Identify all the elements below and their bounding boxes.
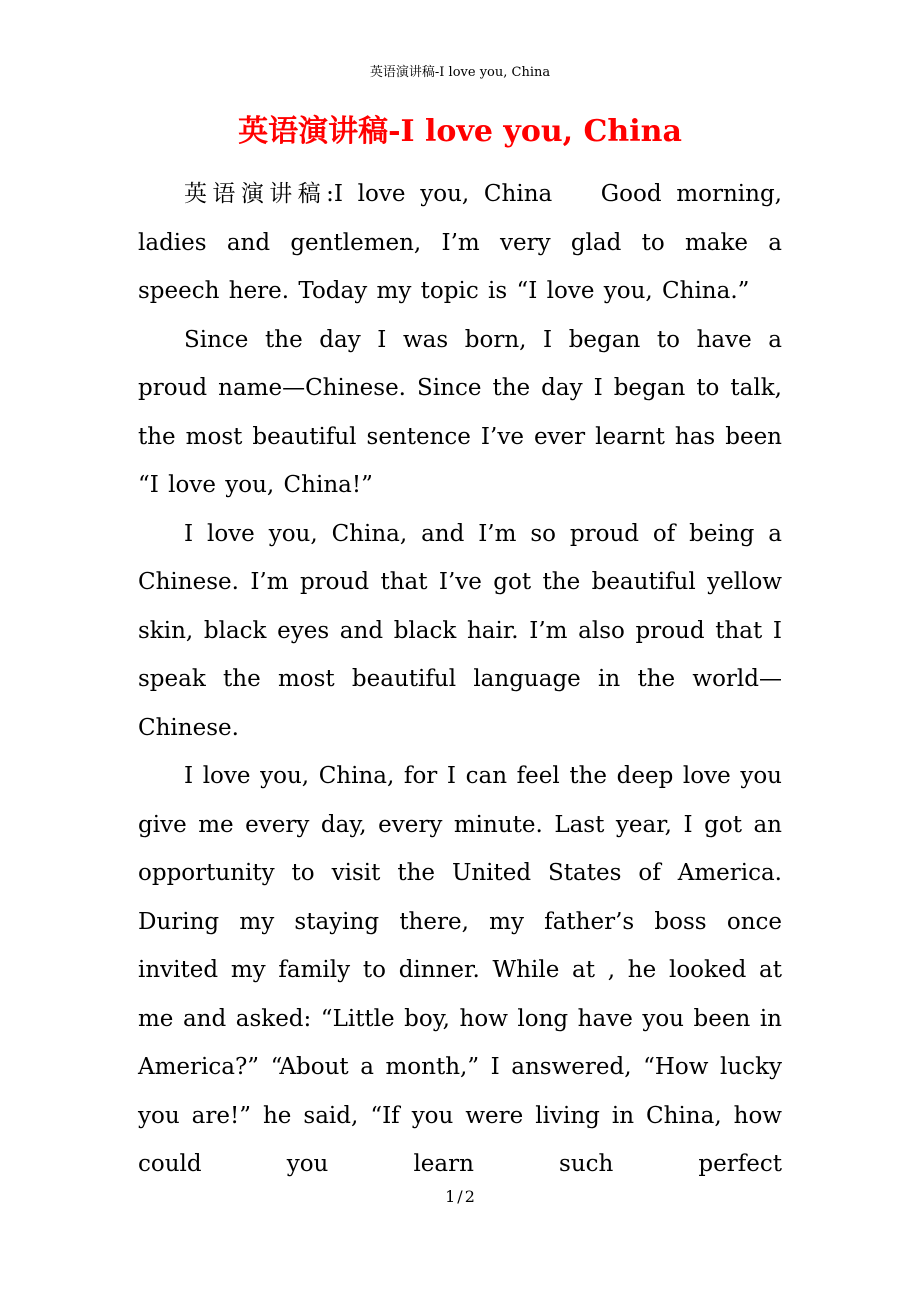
page-title: 英语演讲稿-I love you, China — [238, 114, 682, 149]
page-number-current: 1 — [445, 1187, 456, 1206]
paragraph: I love you, China, and I’m so proud of being a Chinese. I’m proud that I’ve got the beautiful yellow skin, black eyes and black hair. I’m also proud that I speak the most beautiful language in the world—Chinese. — [138, 520, 782, 741]
paragraph: I love you, China, for I can feel the deep love you give me every day, every minute. Last year, I got an opportunity to visit the United States of America. During my staying there, my father’s boss once invited my family to dinner. While at , he looked at me and asked: “Little boy, how long have you been in America?” “About a month,” I answered, “How lucky you are!” he said, “If you were living in China, how could you learn such perfect — [138, 763, 782, 1177]
paragraph: 英语演讲稿:I love you, China Good morning, ladies and gentlemen, I’m very glad to make a speech here. Today my topic is “I love you, China.” — [138, 181, 782, 304]
paragraph: Since the day I was born, I began to have a proud name—Chinese. Since the day I began to talk, the most beautiful sentence I’ve ever learnt has been “I love you, China!” — [138, 326, 782, 498]
document-body — [138, 170, 782, 1189]
document-header-text: 英语演讲稿-I love you, China — [369, 65, 551, 80]
page-number-separator: / — [457, 1187, 463, 1206]
page-number — [0, 1187, 920, 1206]
page-number-total: 2 — [464, 1187, 475, 1206]
